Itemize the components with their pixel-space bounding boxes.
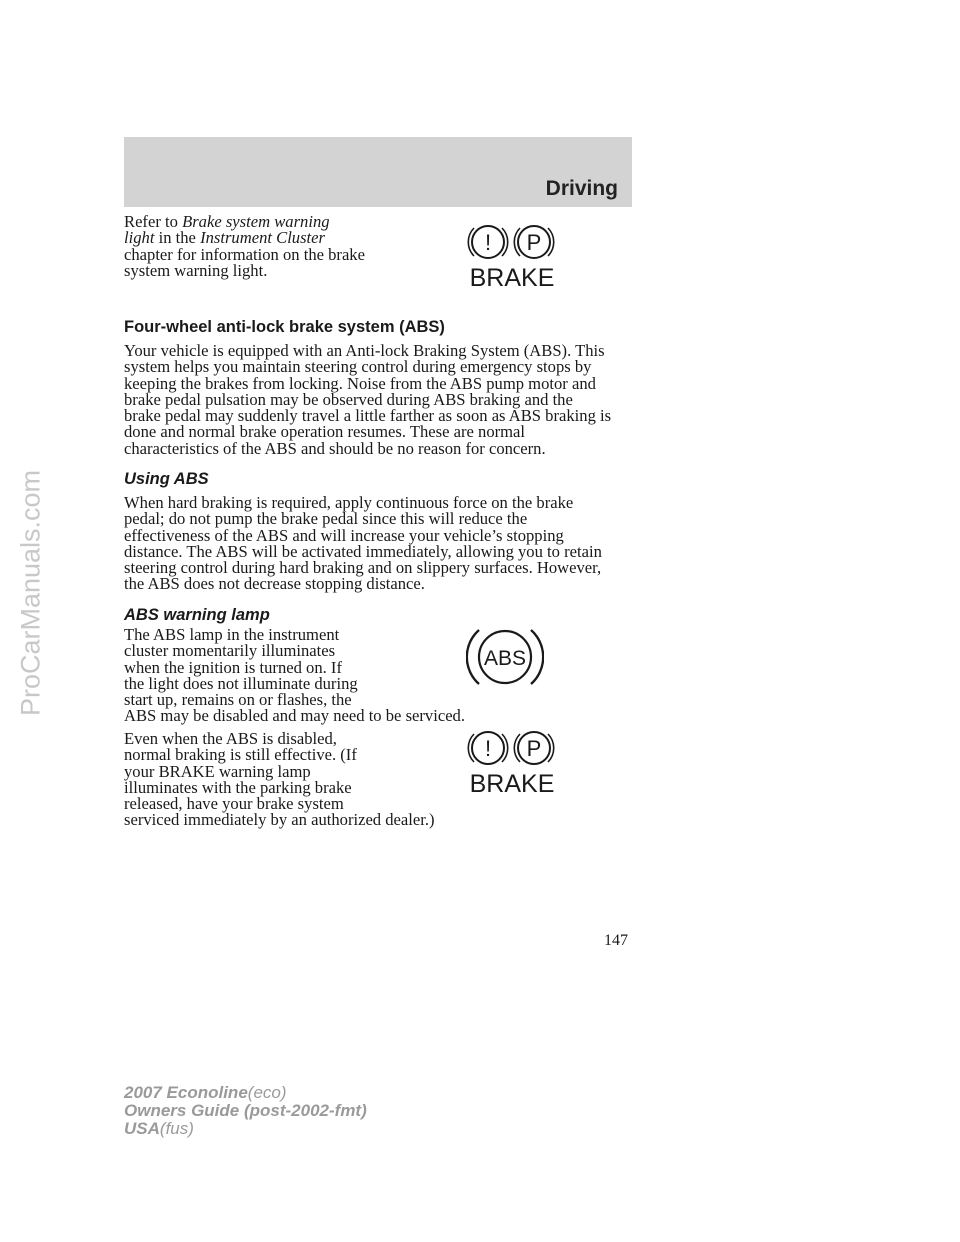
- abs-lamp-line: The ABS lamp in the instrument: [124, 625, 340, 644]
- intro-lines: [124, 214, 424, 279]
- footer-market-code: (fus): [159, 1119, 194, 1138]
- heading-abs-warning-lamp: ABS warning lamp: [124, 606, 270, 624]
- page-number: 147: [604, 932, 628, 949]
- using-abs-line: distance. The ABS will be activated immediately, allowing you to retain: [124, 541, 602, 561]
- abs-lamp2-line: Even when the ABS is disabled,: [124, 729, 337, 748]
- using-abs-line: steering control during hard braking and on slippery surfaces. However,: [124, 558, 602, 578]
- using-abs-line: effectiveness of the ABS and will increase your vehicle’s stopping: [124, 525, 564, 545]
- section-header: [124, 137, 632, 207]
- using-abs-line: pedal; do not pump the brake pedal since this will reduce the: [124, 509, 528, 529]
- abs-lamp-line: cluster momentarily illuminates: [124, 641, 336, 661]
- brake-label: BRAKE: [469, 770, 555, 796]
- document-footer: [124, 1084, 367, 1138]
- watermark-text: ProCarManuals.com: [15, 469, 46, 717]
- abs-lamp-line: ABS may be disabled and may need to be serviced.: [124, 706, 465, 726]
- abs-lamp-line: the light does not illuminate during: [124, 673, 358, 693]
- abs-warning-icon: [466, 624, 544, 690]
- footer-model: 2007 Econoline: [124, 1083, 248, 1102]
- footer-guide: Owners Guide (post-2002-fmt): [124, 1101, 367, 1120]
- abs-lamp2-line: normal braking is still effective. (If: [124, 745, 357, 765]
- using-abs-paragraph: [124, 495, 644, 593]
- abs-line: characteristics of the ABS and should be no reason for concern.: [124, 438, 546, 458]
- brake-label: BRAKE: [469, 264, 555, 290]
- abs-paragraph: [124, 343, 644, 457]
- brake-warning-icon: [466, 730, 560, 796]
- abs-lamp-line: start up, remains on or flashes, the: [124, 690, 352, 710]
- abs-line: brake pedal pulsation may be observed during ABS braking and the: [124, 389, 573, 409]
- brake-p: P: [526, 230, 542, 255]
- intro-text-b: in the: [158, 228, 196, 248]
- abs-lamp2-line: illuminates with the parking brake: [124, 777, 352, 797]
- intro-link1-part1: Brake system warning: [182, 212, 330, 231]
- using-abs-line: the ABS does not decrease stopping distance.: [124, 574, 425, 594]
- brake-exclaim: !: [484, 230, 492, 255]
- abs-line: keeping the brakes from locking. Noise from the ABS pump motor and: [124, 373, 596, 393]
- intro-text-a: Refer to: [124, 212, 178, 231]
- link-instrument-cluster: Instrument Cluster: [200, 228, 325, 248]
- watermark: [14, 0, 48, 1242]
- abs-lamp2-line: serviced immediately by an authorized dealer.): [124, 810, 435, 830]
- abs-lamp-paragraph-1: [124, 627, 644, 725]
- abs-line: system helps you maintain steering control during emergency stops by: [124, 357, 592, 377]
- section-title: Driving: [545, 177, 618, 200]
- abs-line: brake pedal may suddenly travel a little farther as soon as ABS braking is: [124, 406, 612, 426]
- abs-line: Your vehicle is equipped with an Anti-lock Braking System (ABS). This: [124, 341, 605, 360]
- abs-lamp-paragraph-2: [124, 731, 644, 829]
- abs-icon-label: ABS: [483, 647, 527, 670]
- abs-line: done and normal brake operation resumes. These are normal: [124, 422, 526, 442]
- abs-lamp2-line: your BRAKE warning lamp: [124, 761, 311, 781]
- brake-warning-icon: [466, 224, 560, 290]
- intro-text-c1: chapter for information on the brake: [124, 244, 365, 264]
- brake-p: P: [526, 736, 542, 761]
- footer-model-code: (eco): [247, 1083, 287, 1102]
- footer-market: USA: [124, 1119, 160, 1138]
- heading-using-abs: Using ABS: [124, 470, 209, 488]
- abs-lamp2-line: released, have your brake system: [124, 794, 344, 814]
- abs-lamp-line: when the ignition is turned on. If: [124, 657, 342, 677]
- intro-text-c2: system warning light.: [124, 260, 268, 280]
- heading-four-wheel-abs: Four-wheel anti-lock brake system (ABS): [124, 318, 445, 336]
- brake-exclaim: !: [484, 736, 492, 761]
- intro-link1-part2: light: [124, 228, 155, 248]
- using-abs-line: When hard braking is required, apply continuous force on the brake: [124, 493, 574, 512]
